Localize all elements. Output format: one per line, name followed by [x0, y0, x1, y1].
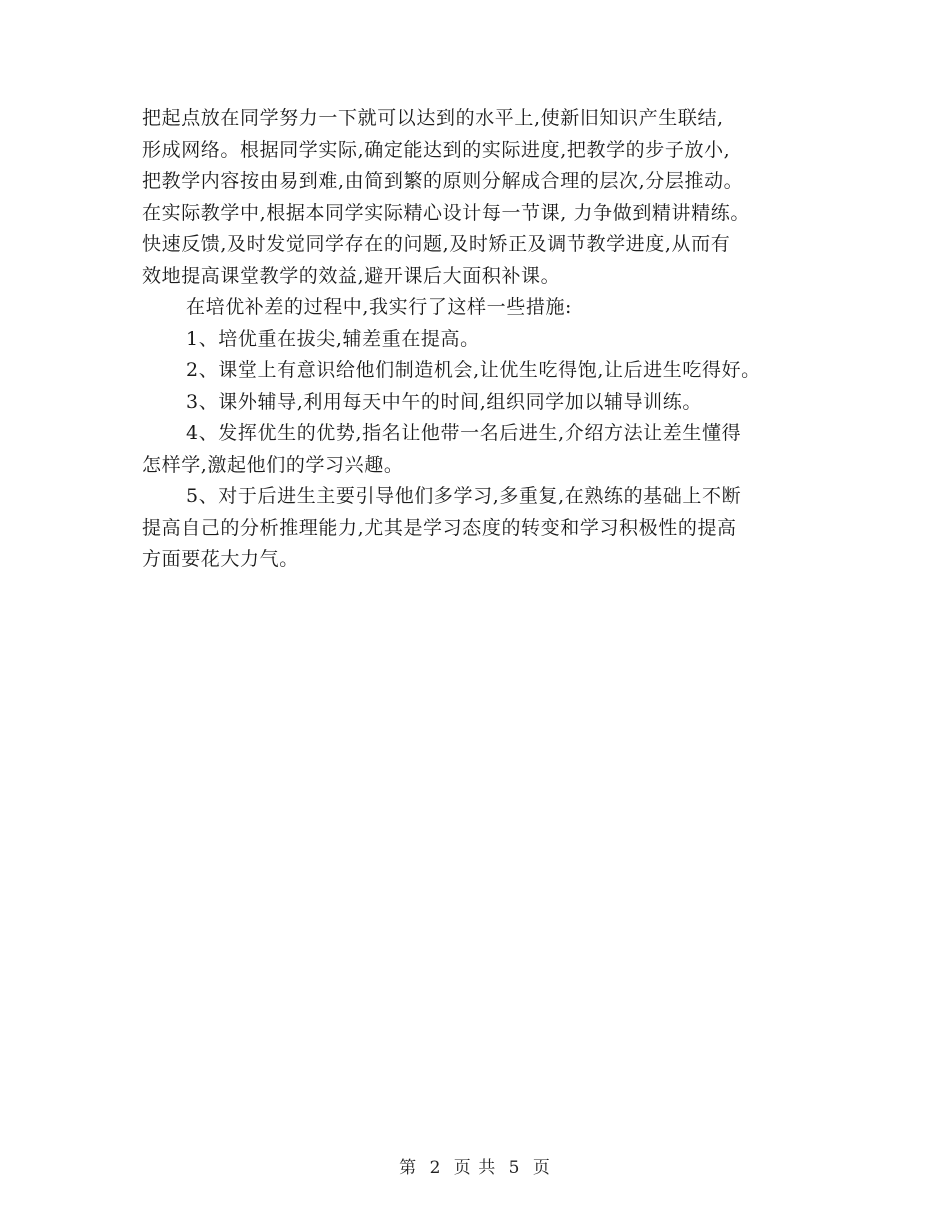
text-line-11: 4、发挥优生的优势,指名让他带一名后进生,介绍方法让差生懂得: [186, 422, 742, 444]
text-line-15: 方面要花大力气。: [142, 548, 299, 570]
text-line-12: 怎样学,激起他们的学习兴趣。: [142, 453, 404, 476]
body-text: [142, 103, 842, 576]
footer-suffix: 页: [532, 1158, 551, 1178]
text-line-7: 在培优补差的过程中,我实行了这样一些措施:: [186, 296, 573, 318]
footer-middle: 页 共: [453, 1158, 497, 1178]
text-line-13: 5、对于后进生主要引导他们多学习,多重复,在熟练的基础上不断: [186, 485, 742, 507]
text-line-14: 提高自己的分析推理能力,尤其是学习态度的转变和学习积极性的提高: [142, 516, 737, 539]
text-line-3: 把教学内容按由易到难,由简到繁的原则分解成合理的层次,分层推动。: [142, 170, 744, 192]
text-line-8: 1、培优重在拔尖,辅差重在提高。: [186, 327, 480, 350]
footer-prefix: 第: [399, 1158, 418, 1178]
text-line-6: 效地提高课堂教学的效益,避开课后大面积补课。: [142, 264, 561, 287]
text-line-10: 3、课外辅导,利用每天中午的时间,组织同学加以辅导训练。: [186, 390, 702, 413]
text-line-4: 在实际教学中,根据本同学实际精心设计每一节课, 力争做到精讲精练。: [142, 201, 750, 224]
text-line-2: 形成网络。根据同学实际,确定能达到的实际进度,把教学的步子放小,: [142, 138, 731, 161]
page-footer: [0, 1153, 950, 1178]
footer-total-pages: 5: [508, 1158, 521, 1178]
footer-page-number: 2: [429, 1158, 442, 1178]
text-line-5: 快速反馈,及时发觉同学存在的问题,及时矫正及调节教学进度,从而有: [142, 233, 731, 255]
text-line-9: 2、课堂上有意识给他们制造机会,让优生吃得饱,让后进生吃得好。: [186, 359, 761, 381]
text-line-1: 把起点放在同学努力一下就可以达到的水平上,使新旧知识产生联结,: [142, 107, 724, 129]
